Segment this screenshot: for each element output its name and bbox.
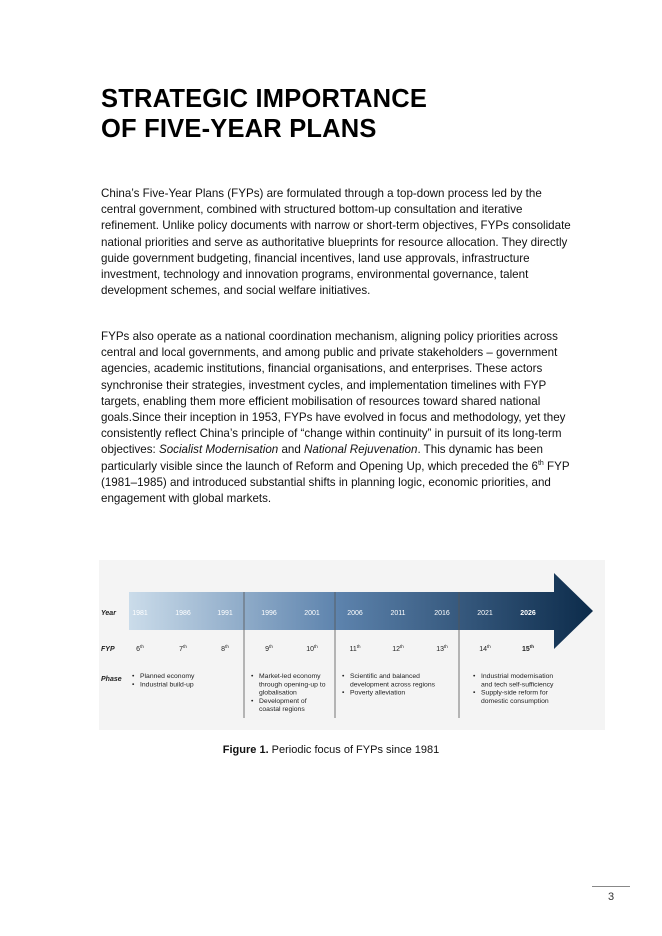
paragraph-2-and: and xyxy=(278,443,305,457)
phase-text-line: coastal regions xyxy=(259,706,305,714)
fyp-label: 9th xyxy=(265,644,273,653)
phase-bullet-marker: • xyxy=(251,673,254,680)
year-label: 2011 xyxy=(390,610,406,617)
fyp-label: 10th xyxy=(306,644,318,653)
row-label-year: Year xyxy=(101,610,116,617)
phase-bullet-marker: • xyxy=(473,673,476,680)
paragraph-2-superscript: th xyxy=(537,459,544,467)
footer-rule xyxy=(592,886,630,887)
phase-text-line: Development of xyxy=(259,697,307,705)
phase-text-line: Poverty alleviation xyxy=(350,689,406,697)
page-title xyxy=(101,84,427,144)
year-label: 2021 xyxy=(477,610,493,617)
fyp-label: 15th xyxy=(521,644,535,653)
title-line-2: OF FIVE-YEAR PLANS xyxy=(101,115,377,143)
fyp-label: 6th xyxy=(136,644,144,653)
phase-text-line: through opening-up to xyxy=(259,681,326,689)
year-label: 1986 xyxy=(175,610,191,617)
year-label: 2016 xyxy=(434,610,450,617)
phase-bullet-marker: • xyxy=(342,689,345,697)
year-label: 1991 xyxy=(217,610,233,617)
year-label: 2006 xyxy=(347,610,363,617)
paragraph-2-part-2: . This dynamic has been particularly visible since the launch of Reform and Opening Up, which preceded the 6 xyxy=(101,443,543,473)
fyp-label: 7th xyxy=(179,644,187,653)
year-label: 2026 xyxy=(520,610,536,617)
fyp-label: 8th xyxy=(221,644,229,653)
year-label: 1981 xyxy=(132,610,148,617)
phase-text-line: Industrial build-up xyxy=(140,681,194,689)
row-label-fyp: FYP xyxy=(101,646,115,653)
title-line-1: STRATEGIC IMPORTANCE xyxy=(101,85,428,113)
year-label: 2001 xyxy=(304,610,320,617)
fyp-label: 14th xyxy=(479,644,491,653)
year-label: 1996 xyxy=(261,610,277,617)
page-number: 3 xyxy=(607,891,615,903)
figure-caption-label: Figure 1. xyxy=(222,744,269,756)
fyp-timeline-svg xyxy=(99,560,605,730)
phase-text-line: and tech self-sufficiency xyxy=(481,681,554,689)
phase-text-line: Market-led economy xyxy=(259,673,321,680)
phase-text-line: Planned economy xyxy=(140,673,195,680)
phase-bullet-marker: • xyxy=(132,673,135,680)
phase-bullet-marker: • xyxy=(251,697,254,705)
phase-text-line: Supply-side reform for xyxy=(481,689,548,697)
paragraph-2 xyxy=(101,329,571,507)
fyp-label: 12th xyxy=(392,644,404,653)
phase-text-line: Industrial modernisation xyxy=(481,673,554,680)
paragraph-2-part-3: FYP (1981–1985) and introduced substantial shifts in planning logic, economic priorities, and engagement with global markets. xyxy=(101,459,570,506)
fyp-label: 11th xyxy=(349,644,361,653)
paragraph-2-emphasis-1: Socialist Modernisation xyxy=(159,443,279,457)
figure-caption-text: Periodic focus of FYPs since 1981 xyxy=(268,744,440,756)
phase-bullet-marker: • xyxy=(132,681,135,689)
paragraph-2-emphasis-2: National Rejuvenation xyxy=(304,443,418,457)
paragraph-2-part-1: FYPs also operate as a national coordination mechanism, aligning policy priorities across central and local governments, and among public and private stakeholders – government agencies, academic institutions, financial organisations, and enterprises. These actors synchronise their strategies, investment cycles, and implementation timelines with FYP targets, enabling them more efficient mobilisation of resources toward shared national goals.Since their inception in 1953, FYPs have evolved in focus and methodology, yet they consistently reflect China’s principle of “change within continuity” in pursuit of its long-term objectives: xyxy=(101,330,566,457)
fyp-label: 13th xyxy=(436,644,448,653)
phase-bullet-marker: • xyxy=(342,673,345,680)
figure-caption xyxy=(0,744,662,756)
fyp-timeline-figure xyxy=(99,560,605,730)
phase-text-line: Scientific and balanced xyxy=(350,673,420,680)
phase-text-line: domestic consumption xyxy=(481,697,549,705)
paragraph-1: China’s Five-Year Plans (FYPs) are formulated through a top-down process led by the central government, combined with structured bottom-up consultation and iterative refinement. Unlike policy documents with narrow or short-term objectives, FYPs consolidate national priorities and serve as authoritative blueprints for resource allocation. They directly guide government budgeting, financial incentives, land use approvals, infrastructure investment, technology and innovation programs, environmental governance, talent development schemes, and social welfare initiatives. xyxy=(101,187,571,298)
phase-text-line: globalisation xyxy=(259,689,297,697)
row-label-phase: Phase xyxy=(101,676,122,683)
phase-bullet-marker: • xyxy=(473,689,476,697)
phase-text-line: development across regions xyxy=(350,681,436,689)
